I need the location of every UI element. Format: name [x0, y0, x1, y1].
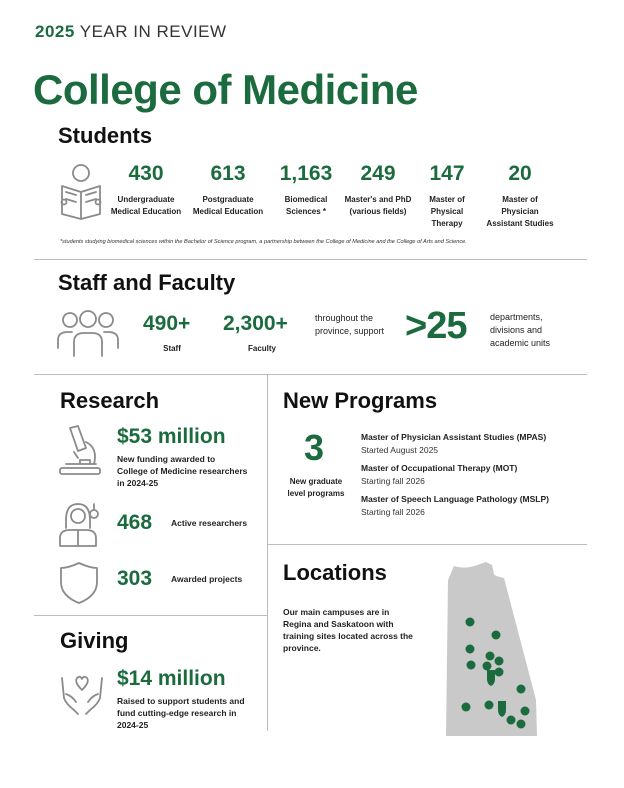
stat-label-2: Physician — [501, 207, 539, 216]
departments-line-1: departments, — [490, 312, 543, 322]
stat-value: 430 — [128, 162, 164, 185]
funding-value: $53 million — [117, 425, 226, 448]
staff-value: 490+ — [143, 312, 191, 335]
researchers-value: 468 — [117, 511, 153, 534]
programs-count: 3 — [304, 427, 325, 468]
program-date: Starting fall 2026 — [361, 507, 425, 517]
site-marker — [483, 662, 492, 671]
vertical-divider — [267, 374, 268, 731]
site-marker — [466, 645, 475, 654]
program-name: Master of Physician Assistant Studies (MPAS) — [361, 432, 547, 442]
site-marker — [467, 661, 476, 670]
departments-label — [490, 311, 550, 350]
research-heading: Research — [60, 388, 160, 413]
faculty-value: 2,300+ — [223, 312, 288, 335]
saskatchewan-map — [440, 560, 540, 738]
program-date: Starting fall 2026 — [361, 476, 425, 486]
site-marker — [492, 631, 501, 640]
divider — [34, 615, 267, 616]
program-name: Master of Occupational Therapy (MOT) — [361, 463, 518, 473]
site-marker — [466, 618, 475, 627]
student-reading-icon — [56, 162, 106, 220]
page-title: College of Medicine — [33, 66, 418, 113]
microscope-icon — [56, 424, 102, 476]
stat-label-2: Medical Education — [192, 207, 264, 216]
kicker-year: 2025 — [35, 22, 75, 41]
locations-line-4: province. — [283, 643, 321, 653]
giving-line-3: 2024-25 — [117, 720, 149, 730]
funding-label — [117, 453, 247, 489]
funding-line-1: New funding awarded to — [117, 454, 216, 464]
faculty-note-line-2: province, support — [315, 326, 385, 336]
locations-line-2: Regina and Saskatoon with — [283, 619, 394, 629]
stat-label-1: Master of — [429, 195, 465, 204]
staff-faculty-heading: Staff and Faculty — [58, 270, 236, 295]
new-programs-heading: New Programs — [283, 388, 438, 413]
stat-value: 20 — [508, 162, 532, 185]
program-list — [361, 432, 549, 517]
locations-line-3: training sites located across the — [283, 631, 413, 641]
divider — [267, 544, 587, 545]
shield-icon — [58, 560, 100, 606]
site-marker — [495, 657, 504, 666]
people-group-icon — [56, 308, 120, 358]
site-marker — [521, 707, 530, 716]
stat-label-2: Sciences * — [285, 207, 327, 216]
projects-label: Awarded projects — [171, 574, 243, 584]
stat-label-1: Postgraduate — [202, 195, 254, 204]
stat-label-1: Biomedical — [284, 195, 328, 204]
faculty-label: Faculty — [247, 344, 276, 353]
departments-line-3: academic units — [490, 338, 551, 348]
locations-heading: Locations — [283, 560, 387, 585]
giving-line-1: Raised to support students and — [117, 696, 245, 706]
site-marker — [495, 668, 504, 677]
site-marker — [507, 716, 516, 725]
program-item — [361, 432, 549, 455]
funding-line-3: in 2024-25 — [117, 478, 159, 488]
giving-label — [117, 695, 245, 731]
site-marker — [485, 701, 494, 710]
stat-undergrad — [106, 162, 186, 218]
stat-label-3: Therapy — [431, 219, 463, 228]
programs-count-label — [281, 476, 351, 500]
site-marker — [517, 685, 526, 694]
site-marker — [462, 703, 471, 712]
stat-label-1: Master's and PhD — [344, 195, 412, 204]
site-marker — [486, 652, 495, 661]
departments-value: >25 — [405, 305, 467, 347]
program-date: Started August 2025 — [361, 445, 439, 455]
year-in-review-kicker — [35, 22, 227, 42]
students-footnote: *students studying biomedical sciences within the Bachelor of Science program, a partnership between the College of Medicine and the College of Arts and Science. — [60, 239, 467, 245]
stat-postgrad — [186, 162, 270, 218]
stat-masters-phd — [342, 162, 414, 218]
funding-line-2: College of Medicine researchers — [117, 466, 248, 476]
stat-value: 1,163 — [279, 162, 333, 185]
faculty-note — [315, 312, 384, 338]
stat-label-1: Undergraduate — [117, 195, 175, 204]
departments-line-2: divisions and — [490, 325, 543, 335]
stat-label-2: (various fields) — [349, 207, 407, 216]
student-stats — [106, 162, 574, 242]
stat-physician-assistant — [480, 162, 560, 230]
stat-value: 613 — [210, 162, 246, 185]
giving-line-2: fund cutting-edge research in — [117, 708, 237, 718]
students-heading: Students — [58, 123, 153, 148]
giving-heading: Giving — [60, 628, 129, 653]
stat-value: 249 — [360, 162, 396, 185]
stat-physical-therapy — [414, 162, 480, 230]
programs-count-line-2: level programs — [287, 489, 345, 498]
projects-value: 303 — [117, 567, 153, 590]
programs-count-line-1: New graduate — [289, 477, 343, 486]
locations-text — [283, 606, 413, 654]
site-marker — [517, 720, 526, 729]
stat-label-2: Physical — [430, 207, 464, 216]
stat-label-1: Master of — [502, 195, 538, 204]
divider — [34, 374, 587, 375]
faculty-note-line-1: throughout the — [315, 313, 374, 323]
hands-heart-icon — [58, 668, 106, 716]
stat-label-3: Assistant Studies — [486, 219, 554, 228]
divider — [34, 259, 587, 260]
locations-line-1: Our main campuses are in — [283, 607, 390, 617]
stat-biomedical — [270, 162, 342, 218]
giving-value: $14 million — [117, 667, 226, 690]
stat-label-2: Medical Education — [110, 207, 182, 216]
researcher-icon — [54, 500, 104, 548]
staff-label: Staff — [163, 344, 181, 353]
researchers-label: Active researchers — [171, 518, 248, 528]
program-name: Master of Speech Language Pathology (MSLP) — [361, 494, 549, 504]
program-item — [361, 494, 549, 517]
kicker-text: YEAR IN REVIEW — [79, 22, 227, 41]
program-item — [361, 463, 549, 486]
stat-value: 147 — [429, 162, 465, 185]
